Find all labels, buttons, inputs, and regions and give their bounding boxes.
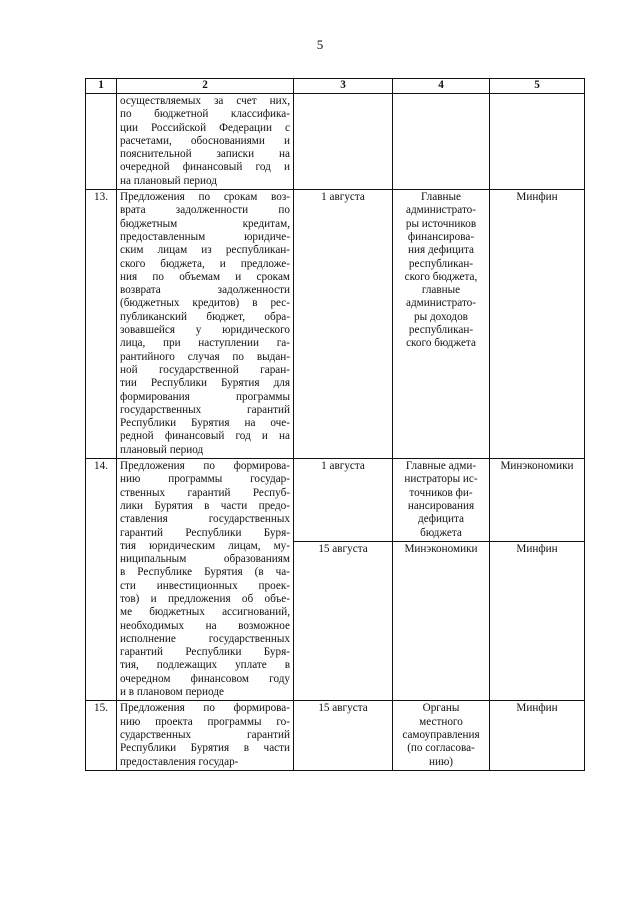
text-line: ставления государственных bbox=[120, 513, 290, 526]
text-line: ме бюджетных ассигнований, bbox=[120, 606, 290, 619]
text-line: гарантий Республики Буря- bbox=[120, 526, 290, 539]
text-line: местного bbox=[419, 715, 463, 728]
text-line: ры доходов bbox=[414, 310, 468, 323]
measure-text bbox=[117, 701, 294, 770]
executor bbox=[393, 701, 490, 770]
text-line: ниципальным образованиям bbox=[120, 553, 290, 566]
text-line: ского бюджета, bbox=[404, 270, 478, 283]
recipient: Минфин bbox=[490, 542, 585, 701]
deadline: 15 августа bbox=[294, 542, 393, 701]
text-line: осуществляемых за счет них, bbox=[120, 95, 290, 107]
text-line: бюджета bbox=[420, 526, 462, 539]
text-line: расчетами, обоснованиями и bbox=[120, 134, 290, 147]
table-row bbox=[86, 190, 585, 459]
text-line: лица, при наступлении га- bbox=[120, 337, 290, 350]
table-row bbox=[86, 459, 585, 542]
text-line: финансирова- bbox=[407, 230, 475, 243]
text-line: ния по объемам и срокам bbox=[120, 270, 290, 283]
text-line: дефицита bbox=[418, 513, 464, 526]
table-row bbox=[86, 94, 585, 190]
text-line: бюджетным кредитам, bbox=[120, 217, 290, 230]
recipient bbox=[490, 94, 585, 190]
text-line: Органы bbox=[422, 702, 460, 715]
executor bbox=[393, 542, 490, 701]
text-line: Республики Бурятия на оче- bbox=[120, 417, 290, 430]
text-line: администрато- bbox=[405, 297, 477, 310]
deadline bbox=[294, 94, 393, 190]
text-line: нию проекта программы го- bbox=[120, 715, 290, 728]
header-cell: 4 bbox=[393, 79, 490, 94]
text-line: возврата задолженности bbox=[120, 284, 290, 297]
text-line: исполнение государственных bbox=[120, 632, 290, 645]
measure-text bbox=[117, 94, 294, 190]
row-number: 13. bbox=[86, 190, 117, 459]
text-line: ского бюджета, и предложе- bbox=[120, 257, 290, 270]
text-line: Предложения по формирова- bbox=[120, 702, 290, 715]
header-cell: 3 bbox=[294, 79, 393, 94]
text-line: формирования программы bbox=[120, 390, 290, 403]
text-line: тия, подлежащих уплате в bbox=[120, 659, 290, 672]
text-line: ния дефицита bbox=[408, 244, 474, 257]
executor bbox=[393, 94, 490, 190]
deadline: 1 августа bbox=[294, 190, 393, 459]
text-line: лики Бурятия в части предо- bbox=[120, 499, 290, 512]
text-line: ры источников bbox=[405, 217, 477, 230]
header-cell: 5 bbox=[490, 79, 585, 94]
text-line: республикан- bbox=[408, 257, 474, 270]
row-number bbox=[86, 94, 117, 190]
recipient: Минфин bbox=[490, 190, 585, 459]
text-line: гарантий Республики Буря- bbox=[120, 646, 290, 659]
text-line: Главные bbox=[421, 191, 461, 204]
text-line: в Республике Бурятия (в ча- bbox=[120, 566, 290, 579]
text-line: плановый период bbox=[120, 443, 204, 456]
text-line: необходимых на возможное bbox=[120, 619, 290, 632]
text-line: нансирования bbox=[407, 499, 475, 512]
text-line: (по согласова- bbox=[407, 742, 475, 755]
executor bbox=[393, 190, 490, 459]
text-line: нию) bbox=[428, 755, 454, 768]
text-line: Главные адми- bbox=[405, 460, 477, 473]
text-line: Предложения по формирова- bbox=[120, 460, 290, 473]
text-line: Предложения по срокам воз- bbox=[120, 191, 290, 204]
recipient: Минэкономики bbox=[490, 459, 585, 542]
measure-text bbox=[117, 190, 294, 459]
table-row bbox=[86, 701, 585, 770]
text-line: сударственных гарантий bbox=[120, 728, 290, 741]
text-line: ским лицам из республикан- bbox=[120, 244, 290, 257]
text-line: предоставления государ- bbox=[120, 755, 239, 768]
text-line: зовавшейся у юридического bbox=[120, 324, 290, 337]
text-line: публиканский бюджет, обра- bbox=[120, 310, 290, 323]
text-line: на плановый период bbox=[120, 174, 217, 187]
text-line: врата задолженности по bbox=[120, 204, 290, 217]
text-line: администрато- bbox=[405, 204, 477, 217]
deadline: 15 августа bbox=[294, 701, 393, 770]
text-line: тии Республики Бурятия для bbox=[120, 377, 290, 390]
text-line: главные bbox=[421, 284, 461, 297]
text-line: очередной финансовый год и bbox=[120, 161, 290, 174]
header-cell: 2 bbox=[117, 79, 294, 94]
text-line: республикан- bbox=[408, 324, 474, 337]
page-number: 5 bbox=[316, 37, 324, 52]
recipient: Минфин bbox=[490, 701, 585, 770]
measure-text bbox=[117, 459, 294, 701]
table-header-row bbox=[86, 79, 585, 94]
text-line: Минэкономики bbox=[404, 543, 478, 556]
text-line: (бюджетных кредитов) в рес- bbox=[120, 297, 290, 310]
text-line: очередном финансовом году bbox=[120, 672, 290, 685]
text-line: ной государственной гаран- bbox=[120, 363, 290, 376]
row-number: 14. bbox=[86, 459, 117, 701]
row-number: 15. bbox=[86, 701, 117, 770]
text-line: предоставленным юридиче- bbox=[120, 230, 290, 243]
text-line: ского бюджета bbox=[406, 337, 476, 350]
text-line: точников фи- bbox=[409, 486, 473, 499]
text-line: Республики Бурятия в части bbox=[120, 742, 290, 755]
text-line: по бюджетной классифика- bbox=[120, 108, 290, 121]
text-line: тов) и предложения об объе- bbox=[120, 592, 290, 605]
text-line: рантийного случая по выдан- bbox=[120, 350, 290, 363]
text-line: государственных гарантий bbox=[120, 403, 290, 416]
header-cell: 1 bbox=[86, 79, 117, 94]
text-line: сти инвестиционных проек- bbox=[120, 579, 290, 592]
text-line: и в плановом периоде bbox=[120, 686, 224, 699]
text-line: пояснительной записки на bbox=[120, 148, 290, 161]
text-line: редной финансовый год и на bbox=[120, 430, 290, 443]
text-line: нию программы государ- bbox=[120, 473, 290, 486]
text-line: самоуправления bbox=[402, 728, 480, 741]
text-line: ции Российской Федерации с bbox=[120, 121, 290, 134]
executor bbox=[393, 459, 490, 542]
document-table bbox=[85, 78, 585, 771]
deadline: 1 августа bbox=[294, 459, 393, 542]
text-line: ственных гарантий Респуб- bbox=[120, 486, 290, 499]
text-line: тия юридическим лицам, му- bbox=[120, 539, 290, 552]
text-line: нистраторы ис- bbox=[404, 473, 478, 486]
